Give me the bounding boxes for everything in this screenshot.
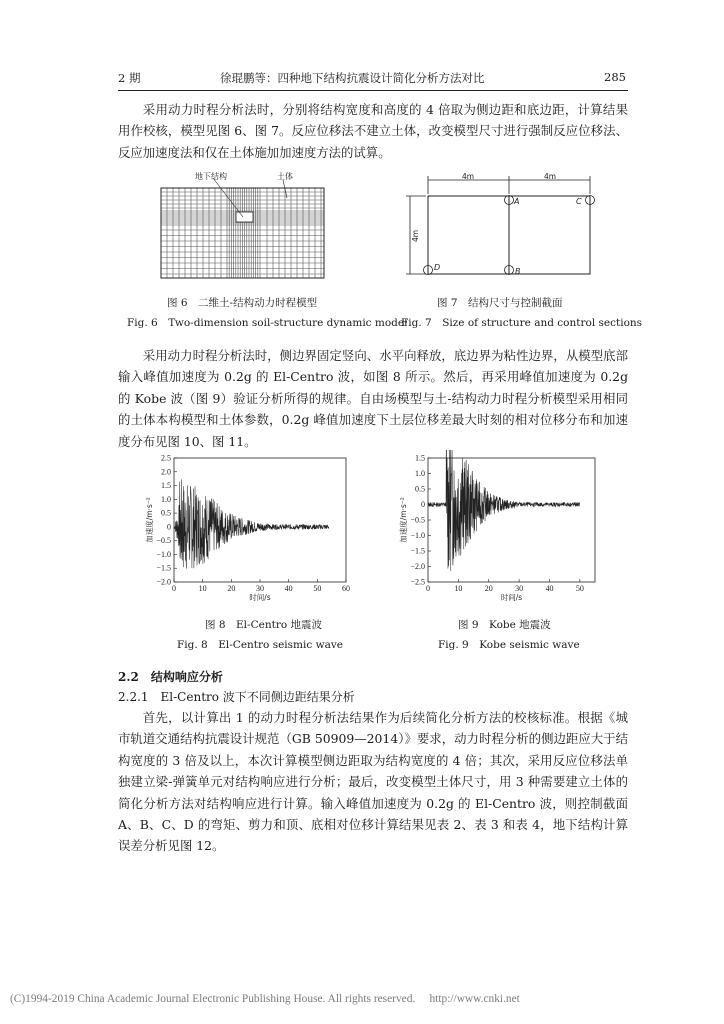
x-tick-label: 40 (545, 584, 554, 593)
x-tick-label: 30 (515, 584, 524, 593)
fig7-label-d: D (434, 263, 441, 272)
y-tick-label: 0.5 (161, 508, 171, 518)
fig7-dim-side: 4m (411, 229, 420, 242)
fig7-dim-left: 4m (462, 172, 475, 181)
y-tick-label: 1.5 (161, 481, 171, 491)
acceleration-series (174, 479, 329, 568)
section-2-2-1-heading: 2.2.1 El-Centro 波下不同侧边距结果分析 (118, 690, 355, 704)
x-tick-label: 10 (198, 584, 207, 593)
y-tick-label: −0.5 (156, 536, 171, 546)
x-tick-label: 60 (342, 584, 350, 593)
y-tick-label: 1.0 (161, 494, 171, 504)
x-tick-label: 40 (284, 584, 293, 593)
fig7-dim-right: 4m (544, 172, 557, 181)
fig7-caption-en: Fig. 7 Size of structure and control sections (401, 317, 643, 329)
x-axis-label: 时间/s (500, 593, 523, 602)
paragraph-1: 采用动力时程分析法时，分别将结构宽度和高度的 4 倍取为侧边距和底边距，计算结果用作校核，模型见图 6、图 7。反应位移法不建立土体，改变模型尺寸进行强制反应位移法、反应加速度法和仅在土体施加加速度方法的试算。 (118, 102, 628, 160)
fig6-mesh-diagram (155, 170, 330, 285)
header-issue: 2 期 (118, 71, 141, 85)
paragraph-2: 采用动力时程分析法时，侧边界固定竖向、水平向释放，底边界为粘性边界，从模型底部输入峰值加速度为 0.2g 的 El-Centro 波，如图 8 所示。然后，再采用峰值加速度为 0.2g 的 Kobe 波（图 9）验证分析所得的规律。自由场模型与土-结构动力时程分析模型采用相同的土体本构模型和土体参数，0.2g 峰值加速度下土层位移差最大时刻的相对位移分布和加速度分布见图 10、图 11。 (118, 348, 628, 449)
y-tick-label: −2.0 (410, 562, 425, 571)
fig7-label-b: B (515, 267, 521, 276)
acceleration-series (428, 450, 580, 571)
fig6-caption-en: Fig. 6 Two-dimension soil-structure dynamic model (127, 317, 408, 329)
x-tick-label: 30 (256, 584, 264, 593)
fig8-elcentro-chart (138, 450, 353, 605)
y-tick-label: −0.5 (410, 515, 425, 525)
y-tick-label: 0 (421, 500, 425, 509)
copyright-footer: (C)1994-2019 China Academic Journal Electronic Publishing House. All rights reserved. http://www.cnki.net (10, 993, 520, 1005)
fig7-caption-cn: 图 7 结构尺寸与控制截面 (437, 297, 563, 309)
y-tick-label: −1.5 (410, 546, 425, 556)
y-axis-label: 加速度/m·s⁻² (399, 497, 408, 543)
y-tick-label: −2.5 (410, 577, 425, 587)
y-tick-label: −1.0 (156, 549, 171, 559)
fig6-label-soil: 土体 (277, 172, 293, 181)
x-tick-label: 50 (313, 584, 322, 593)
fig7-structure-diagram (400, 168, 615, 283)
fig8-caption-cn: 图 8 El-Centro 地震波 (205, 619, 322, 631)
section-2-2-heading: 2.2 结构响应分析 (118, 670, 223, 684)
y-tick-label: 2.0 (161, 467, 171, 477)
y-tick-label: 0.5 (415, 484, 425, 494)
x-tick-label: 20 (484, 584, 493, 593)
x-tick-label: 0 (426, 584, 430, 593)
x-tick-label: 50 (575, 584, 584, 593)
y-axis-label: 加速度/m·s⁻² (145, 497, 154, 543)
paragraph-3: 首先，以计算出 1 的动力时程分析法结果作为后续简化分析方法的校核标准。根据《城市轨道交通结构抗震设计规范（GB 50909—2014）》要求，动力时程分析的侧边距应大于结构宽度的 3 倍及以上，本次计算模型侧边距取为结构宽度的 4 倍；其次，采用反应位移法单独建立梁-弹簧单元对结构响应进行分析；最后，改变模型土体尺寸，用 3 种需要建立土体的简化分析方法对结构响应进行计算。输入峰值加速度为 0.2g 的 El-Centro 波，则控制截面 A、B、C、D 的弯矩、剪力和顶、底相对位移计算结果见表 2、表 3 和表 4，地下结构计算误差分析见图 12。 (118, 710, 628, 854)
x-axis-label: 时间/s (249, 593, 271, 602)
fig9-caption-en: Fig. 9 Kobe seismic wave (438, 639, 580, 651)
y-tick-label: 0 (167, 522, 171, 532)
y-tick-label: −2.0 (156, 577, 171, 587)
fig9-kobe-chart (392, 450, 602, 605)
y-tick-label: −1.5 (156, 563, 171, 573)
fig9-caption-cn: 图 9 Kobe 地震波 (458, 619, 551, 631)
y-tick-label: 1.0 (415, 469, 425, 478)
fig7-label-a: A (514, 197, 520, 206)
fig8-caption-en: Fig. 8 El-Centro seismic wave (177, 639, 343, 651)
fig7-label-c: C (576, 197, 582, 206)
x-tick-label: 10 (454, 584, 463, 593)
x-tick-label: 0 (172, 584, 176, 593)
y-tick-label: 2.5 (161, 453, 171, 463)
header-rule (118, 90, 628, 91)
fig6-caption-cn: 图 6 二维土-结构动力时程模型 (167, 297, 318, 309)
header-title: 徐琨鹏等：四种地下结构抗震设计简化分析方法对比 (220, 71, 485, 85)
fig6-structure-box (236, 212, 253, 222)
header-page-number: 285 (604, 70, 626, 84)
y-tick-label: −1.0 (410, 531, 425, 540)
y-tick-label: 1.5 (415, 453, 425, 463)
x-tick-label: 20 (227, 584, 236, 593)
fig6-label-structure: 地下结构 (195, 172, 227, 181)
